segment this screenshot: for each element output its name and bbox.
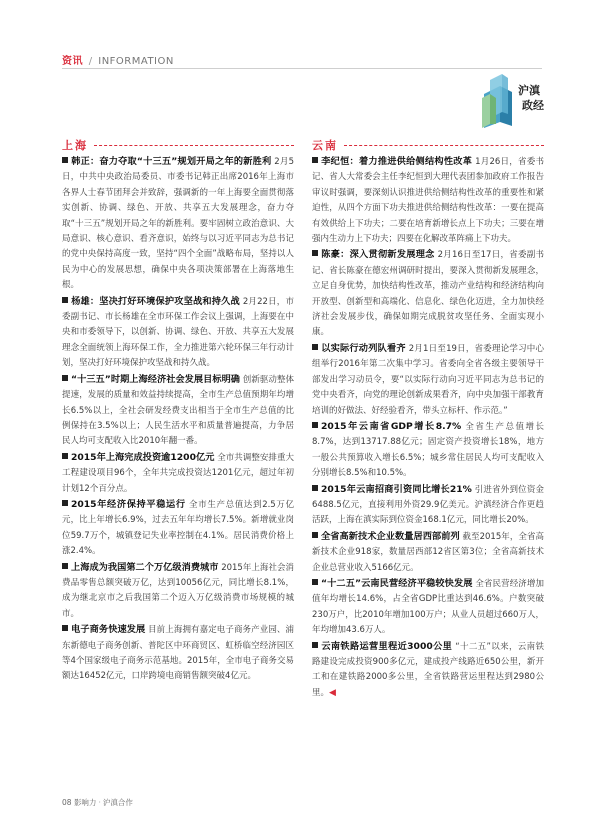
news-body: 1月26日，省委书记、省人大常委会主任李纪恒到大理代表团参加政府工作报告审议时强调，要深刻认识推进供给侧结构性改革的重要性和紧迫性，从四个方面下功夫推进供给侧结构性改革：一要在提高有效供给上下功夫；二要在培育新增长点上下功夫；三要在增强内生动力上下功夫；四要在化解改革阵痛上下功夫。 [312, 157, 545, 245]
square-bullet-icon [62, 453, 68, 459]
footer-separator: · [98, 798, 101, 807]
section-header [62, 52, 174, 67]
news-item [62, 294, 294, 372]
news-item [312, 154, 544, 247]
shanghai-column [62, 138, 294, 685]
news-body: 全市共调整安排重大工程建设项目96个，全年共完成投资达1201亿元，超过年初计划12个百分点。 [62, 452, 294, 494]
square-bullet-icon [62, 500, 68, 506]
news-body: 全省生产总值增长8.7%，达到13717.88亿元；固定资产投资增长18%，地方一般公共预算收入增长6.5%；城乡常住居民人均可支配收入分别增长8.5%和10.5%。 [312, 421, 544, 479]
news-item [62, 560, 294, 623]
news-title: 电子商务快速发展 [71, 624, 146, 636]
news-title: 云南铁路运营里程近3000公里 [321, 640, 453, 652]
news-body: 2月5日，中共中央政治局委员、市委书记韩正出席2016年上海市各界人士春节团拜会并致辞，强调新的一年上海要全面贯彻落实创新、协调、绿色、开放、共享五大发展理念，奋力夺取“十三五”规划开局之年的新胜利。要牢固树立政治意识、大局意识、核心意识、看齐意识，始终与以习近平同志为总书记的党中央保持高度一致，坚持“四个全面”战略布局，坚持以人民为中心的发展思想，确保中央各项决策部署在上海落地生根。 [62, 157, 294, 291]
heading-dashes [94, 145, 294, 146]
square-bullet-icon [312, 579, 318, 585]
square-bullet-icon [62, 625, 68, 631]
shanghai-title: 上海 [62, 139, 88, 152]
square-bullet-icon [62, 563, 68, 569]
news-title: 2015年经济保持平稳运行 [71, 498, 186, 510]
news-body: 目前上海拥有嘉定电子商务产业园、浦东新德电子商务创新、普陀区中环商贸区、虹桥临空经济园区等4个国家级电子商务示范基地。2015年，全市电子商务交易额达16452亿元，口岸跨境电商销售额突破4亿元。 [62, 625, 294, 682]
news-item [62, 154, 294, 294]
news-title: 上海成为我国第二个万亿级消费城市 [71, 561, 219, 573]
shanghai-section-heading [62, 138, 294, 152]
header-rule [62, 68, 542, 69]
news-item [312, 529, 544, 576]
news-item [312, 482, 544, 529]
news-body: 2015年上海社会消费品零售总额突破万亿，达到10056亿元，同比增长8.1%，成为继北京市之后我国第二个迈入万亿级消费市场规模的城市。 [62, 562, 294, 619]
header-cn: 资讯 [62, 56, 83, 67]
news-item [62, 497, 294, 560]
news-item [312, 639, 544, 702]
footer-section: 沪滇合作 [102, 798, 133, 807]
yunnan-title: 云南 [312, 139, 338, 152]
news-title: 以实际行动列队看齐 [321, 342, 406, 354]
news-body: “十二五”以来，云南铁路建设完成投资900多亿元，建成投产线路近650公里，新开工和在建铁路2000多公里，全省铁路营运里程达到2980公里。 [312, 641, 545, 698]
page-number: 08 [62, 798, 72, 807]
square-bullet-icon [312, 250, 318, 256]
square-bullet-icon [62, 157, 68, 163]
cube-logo-icon [482, 74, 512, 128]
news-title: 2015年上海完成投资逾1200亿元 [71, 451, 215, 463]
news-title: 2015年云南省GDP增长8.7% [321, 420, 462, 432]
news-title: 全省高新技术企业数量居西部前列 [321, 530, 460, 542]
news-title: 杨雄：坚决打好环境保护攻坚战和持久战 [71, 295, 240, 307]
news-body: 2月1日至19日，省委理论学习中心组举行2016年第二次集中学习。省委向全省各级主要领导干部发出学习动员令，要“以实际行动向习近平同志为总书记的党中央看齐，向党的理论创新成果看齐，向中央加强干部教育培训的好做法、好经验看齐，带头立标杆、作示范。” [312, 343, 545, 416]
yunnan-section-heading [312, 138, 544, 152]
news-item [312, 576, 544, 639]
badge-line2: 政经 [522, 99, 544, 112]
header-en: INFORMATION [98, 56, 174, 67]
news-body: 截至2015年，全省高新技术企业918家，数量居西部12省区第3位；全省高新技术企业总营业收入5166亿元。 [312, 531, 545, 573]
news-title: “十三五”时期上海经济社会发展目标明确 [71, 373, 241, 385]
news-body: 2月22日，市委副书记、市长杨雄在全市环保工作会议上强调，上海要在中央和市委领导下，以创新、协调、绿色、开放、共享五大发展理念全面统领上海环保工作，全力推进第六轮环保三年行动计划，坚决打好环境保护攻坚战和持久战。 [62, 296, 294, 369]
news-item [62, 450, 294, 497]
heading-dashes [344, 145, 544, 146]
news-title: “十二五”云南民营经济平稳较快发展 [321, 577, 473, 589]
yunnan-column [312, 138, 544, 701]
square-bullet-icon [312, 344, 318, 350]
news-item [312, 247, 544, 340]
square-bullet-icon [312, 157, 318, 163]
square-bullet-icon [312, 642, 318, 648]
magazine-brand: 影响力 [73, 798, 97, 807]
news-item [62, 372, 294, 450]
square-bullet-icon [312, 532, 318, 538]
square-bullet-icon [62, 375, 68, 381]
news-body: 2月16日至17日，省委副书记、省长陈豪在德宏州调研时提出，要深入贯彻新发展理念，立足自身优势，加快结构性改革，推动产业结构和经济结构向开放型、创新型和高端化、信息化、绿色化迈进，全力加快经济社会发展步伐，确保如期完成脱贫攻坚任务、全面实现小康。 [312, 250, 545, 338]
news-item [312, 419, 544, 482]
news-title: 李纪恒：着力推进供给侧结构性改革 [321, 156, 473, 167]
news-body: 引进省外到位资金6488.5亿元，直接利用外资29.9亿美元。沪滇经济合作更趋活跃，上海在滇实际到位资金168.1亿元，同比增长20%。 [312, 484, 544, 526]
end-mark-icon: ◀ [329, 687, 336, 698]
news-item [312, 341, 544, 419]
square-bullet-icon [62, 297, 68, 303]
news-body: 创新驱动整体提速，发展的质量和效益持续提高，全市生产总值预期年均增长6.5%以上，全社会研发经费支出相当于全市生产总值的比例保持在3.5%以上；人民生活水平和质量普遍提高，力争居民人均可支配收入比2010年翻一番。 [62, 374, 295, 447]
badge-line1: 沪滇 [518, 84, 540, 97]
page-footer [62, 797, 133, 808]
square-bullet-icon [312, 422, 318, 428]
news-item [62, 622, 294, 685]
header-separator: / [88, 56, 93, 67]
news-title: 韩正：奋力夺取“十三五”规划开局之年的新胜利 [71, 156, 272, 167]
news-body: 全省民营经济增加值年均增长14.6%，占全省GDP比重达到46.6%。户数突破230万户，比2010年增加100万户；从业人员超过660万人，年均增加43.6万人。 [312, 578, 544, 636]
news-title: 2015年云南招商引资同比增长21% [321, 483, 472, 495]
policy-economy-badge [478, 72, 550, 130]
news-body: 全市生产总值达到2.5万亿元，比上年增长6.9%，过去五年年均增长7.5%。新增就业岗位59.7万个，城镇登记失业率控制在4.1%。居民消费价格上涨2.4%。 [62, 499, 294, 557]
news-title: 陈豪：深入贯彻新发展理念 [321, 249, 435, 261]
square-bullet-icon [312, 485, 318, 491]
